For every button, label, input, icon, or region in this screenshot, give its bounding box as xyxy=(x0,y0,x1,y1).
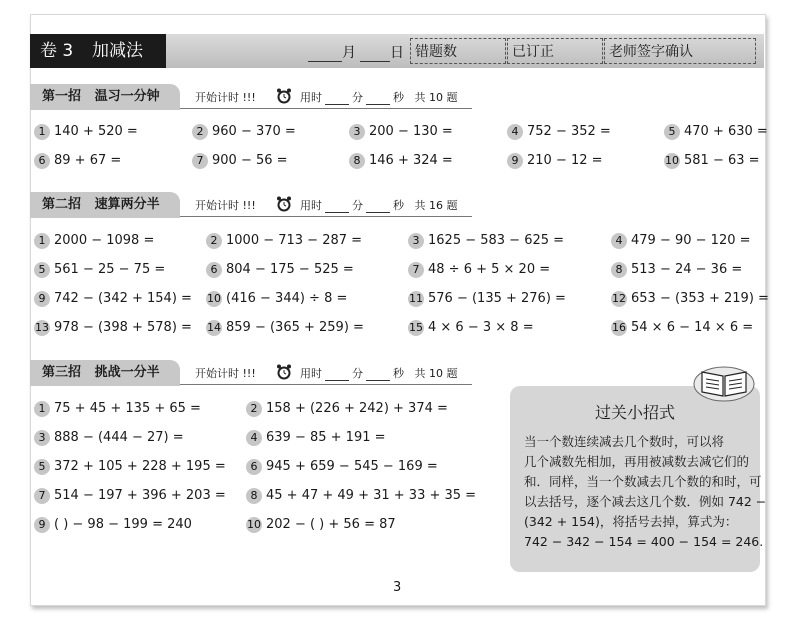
time-used-row xyxy=(300,365,458,381)
tip-line: 742 − 342 − 154 = 400 − 154 = 246. xyxy=(524,534,764,549)
problem-expression: 48 ÷ 6 + 5 × 20 = xyxy=(428,262,551,277)
problem xyxy=(664,152,760,170)
problem-number: 8 xyxy=(246,488,262,504)
tip-title: 过关小招式 xyxy=(594,403,675,422)
problem xyxy=(34,516,192,534)
problem-expression: 479 − 90 − 120 = xyxy=(631,233,751,248)
problem-number: 7 xyxy=(192,153,208,169)
problem-number: 4 xyxy=(611,233,627,249)
month-label: 月 xyxy=(342,45,356,61)
problem-expression: 653 − (353 + 219) = xyxy=(631,291,769,306)
problem xyxy=(246,487,476,505)
problem xyxy=(408,261,550,279)
problem-number: 9 xyxy=(34,517,50,533)
problem-expression: 978 − (398 + 578) = xyxy=(54,320,192,335)
alarm-clock-icon xyxy=(275,195,293,213)
problem-number: 11 xyxy=(409,291,423,305)
problem xyxy=(34,319,192,337)
month-blank[interactable] xyxy=(308,45,342,62)
open-book-icon xyxy=(692,362,756,402)
start-timer-text: 开始计时 !!! xyxy=(195,91,256,104)
problem-expression: 202 − ( ) + 56 = 87 xyxy=(266,517,396,532)
problem-expression: 888 − (444 − 27) = xyxy=(54,430,184,445)
minutes-label: 分 xyxy=(352,367,363,380)
teacher-sign-label: 老师签字确认 xyxy=(609,44,693,60)
problem-expression: 158 + (226 + 242) + 374 = xyxy=(266,401,448,416)
problem xyxy=(246,516,396,534)
time-used-row xyxy=(300,197,458,213)
problem-expression: 45 + 47 + 49 + 31 + 33 + 35 = xyxy=(266,488,477,503)
problem xyxy=(34,123,138,141)
worksheet-label xyxy=(30,34,166,68)
problem xyxy=(611,261,742,279)
problem-number: 1 xyxy=(34,124,50,140)
minutes-blank[interactable] xyxy=(325,201,349,213)
problem xyxy=(507,152,603,170)
problem xyxy=(507,123,611,141)
problem-number: 5 xyxy=(664,124,680,140)
problem-expression: ( ) − 98 − 199 = 240 xyxy=(54,517,192,532)
tip-line: 和．同样，当一个数减去几个数的和时，可 xyxy=(524,474,762,489)
minutes-blank[interactable] xyxy=(325,369,349,381)
start-timer-text: 开始计时 !!! xyxy=(195,199,256,212)
problem-number: 12 xyxy=(612,291,626,305)
problem xyxy=(664,123,768,141)
tip-line: (342 + 154)，将括号去掉，算式为： xyxy=(524,514,738,529)
tip-line: 当一个数连续减去几个数时，可以将 xyxy=(524,434,725,449)
errors-label: 错题数 xyxy=(415,44,457,60)
problem-expression: 804 − 175 − 525 = xyxy=(226,262,354,277)
minutes-label: 分 xyxy=(352,199,363,212)
problem-number: 6 xyxy=(34,153,50,169)
problem xyxy=(34,152,121,170)
seconds-blank[interactable] xyxy=(366,93,390,105)
problem-expression: 513 − 24 − 36 = xyxy=(631,262,743,277)
problem-number: 5 xyxy=(34,459,50,475)
problem-number: 2 xyxy=(192,124,208,140)
problem-expression: 742 − (342 + 154) = xyxy=(54,291,192,306)
problem xyxy=(206,232,362,250)
problem-expression: 581 − 63 = xyxy=(684,153,760,168)
question-count: 共 16 题 xyxy=(414,199,458,212)
question-count: 共 10 题 xyxy=(414,367,458,380)
problem-expression: 75 + 45 + 135 + 65 = xyxy=(54,401,201,416)
problem-expression: 470 + 630 = xyxy=(684,124,768,139)
problem xyxy=(206,261,354,279)
section-1-title: 第一招 温习一分钟 xyxy=(30,84,180,110)
problem xyxy=(206,319,364,337)
section-3-title: 第三招 挑战一分半 xyxy=(30,360,180,386)
problem-number: 10 xyxy=(665,153,679,167)
day-label: 日 xyxy=(390,45,404,61)
problem xyxy=(611,232,751,250)
problem-expression: 89 + 67 = xyxy=(54,153,122,168)
problem xyxy=(349,123,453,141)
start-timer-text: 开始计时 !!! xyxy=(195,367,256,380)
time-used-label: 用时 xyxy=(300,199,322,212)
errors-box[interactable] xyxy=(410,38,506,64)
seconds-blank[interactable] xyxy=(366,369,390,381)
section-2-title: 第二招 速算两分半 xyxy=(30,192,180,218)
problem-expression: (416 − 344) ÷ 8 = xyxy=(226,291,348,306)
problem-expression: 146 + 324 = xyxy=(369,153,453,168)
problem-number: 1 xyxy=(34,233,50,249)
problem-number: 3 xyxy=(34,430,50,446)
problem-number: 10 xyxy=(247,517,261,531)
problem-expression: 561 − 25 − 75 = xyxy=(54,262,166,277)
corrected-label: 已订正 xyxy=(512,44,554,60)
problem-expression: 2000 − 1098 = xyxy=(54,233,155,248)
problem-number: 10 xyxy=(207,291,221,305)
problem-number: 9 xyxy=(34,291,50,307)
worksheet-title: 加减法 xyxy=(92,41,143,61)
problem-expression: 514 − 197 + 396 + 203 = xyxy=(54,488,226,503)
problem-number: 3 xyxy=(408,233,424,249)
problem xyxy=(34,290,192,308)
problem xyxy=(408,232,564,250)
problem xyxy=(34,400,201,418)
problem-expression: 576 − (135 + 276) = xyxy=(428,291,566,306)
problem-number: 8 xyxy=(611,262,627,278)
problem-number: 6 xyxy=(206,262,222,278)
problem-expression: 945 + 659 − 545 − 169 = xyxy=(266,459,438,474)
problem xyxy=(246,458,438,476)
problem-expression: 372 + 105 + 228 + 195 = xyxy=(54,459,226,474)
teacher-sign-box[interactable] xyxy=(604,38,756,64)
minutes-label: 分 xyxy=(352,91,363,104)
problem-number: 6 xyxy=(246,459,262,475)
time-used-label: 用时 xyxy=(300,91,322,104)
problem-expression: 960 − 370 = xyxy=(212,124,296,139)
minutes-blank[interactable] xyxy=(325,93,349,105)
problem xyxy=(408,319,534,337)
problem-expression: 639 − 85 + 191 = xyxy=(266,430,386,445)
page-number: 3 xyxy=(393,580,402,595)
seconds-blank[interactable] xyxy=(366,201,390,213)
section-divider xyxy=(180,384,472,385)
problem xyxy=(246,400,448,418)
problem-number: 4 xyxy=(507,124,523,140)
problem xyxy=(34,232,154,250)
seconds-label: 秒 xyxy=(393,367,404,380)
problem xyxy=(34,458,226,476)
problem-expression: 752 − 352 = xyxy=(527,124,611,139)
time-used-row xyxy=(300,89,458,105)
problem-expression: 140 + 520 = xyxy=(54,124,138,139)
alarm-clock-icon xyxy=(275,87,293,105)
problem xyxy=(611,290,769,308)
problem-expression: 859 − (365 + 259) = xyxy=(226,320,364,335)
problem xyxy=(34,487,226,505)
day-blank[interactable] xyxy=(360,45,390,62)
problem-number: 13 xyxy=(35,320,49,334)
tip-body xyxy=(524,432,767,552)
problem-expression: 4 × 6 − 3 × 8 = xyxy=(428,320,534,335)
problem-number: 8 xyxy=(349,153,365,169)
problem-expression: 1625 − 583 − 625 = xyxy=(428,233,565,248)
problem-number: 9 xyxy=(507,153,523,169)
corrected-box[interactable] xyxy=(507,38,603,64)
question-count: 共 10 题 xyxy=(414,91,458,104)
problem xyxy=(246,429,386,447)
seconds-label: 秒 xyxy=(393,199,404,212)
problem xyxy=(34,261,165,279)
juan-number: 卷 3 xyxy=(40,41,74,61)
problem-number: 1 xyxy=(34,401,50,417)
tip-line: 几个减数先相加，再用被减数去减它们的 xyxy=(524,454,750,469)
problem-number: 5 xyxy=(34,262,50,278)
problem xyxy=(34,429,184,447)
tip-box xyxy=(510,386,767,572)
problem xyxy=(611,319,753,337)
section-divider xyxy=(180,108,472,109)
problem-number: 7 xyxy=(34,488,50,504)
problem-expression: 1000 − 713 − 287 = xyxy=(226,233,363,248)
problem-number: 16 xyxy=(612,320,626,334)
problem-expression: 210 − 12 = xyxy=(527,153,603,168)
problem-number: 7 xyxy=(408,262,424,278)
seconds-label: 秒 xyxy=(393,91,404,104)
problem xyxy=(408,290,566,308)
problem-expression: 54 × 6 − 14 × 6 = xyxy=(631,320,754,335)
problem xyxy=(206,290,347,308)
problem-number: 2 xyxy=(206,233,222,249)
problem-number: 15 xyxy=(409,320,423,334)
problem xyxy=(192,123,296,141)
problem-expression: 200 − 130 = xyxy=(369,124,453,139)
problem-expression: 900 − 56 = xyxy=(212,153,288,168)
date-fields xyxy=(308,42,404,62)
section-divider xyxy=(180,216,472,217)
problem-number: 3 xyxy=(349,124,365,140)
problem xyxy=(192,152,288,170)
problem xyxy=(349,152,453,170)
time-used-label: 用时 xyxy=(300,367,322,380)
alarm-clock-icon xyxy=(275,363,293,381)
problem-number: 14 xyxy=(207,320,221,334)
problem-number: 2 xyxy=(246,401,262,417)
problem-number: 4 xyxy=(246,430,262,446)
tip-line: 以去括号，逐个减去这几个数．例如 742 − xyxy=(524,494,767,509)
